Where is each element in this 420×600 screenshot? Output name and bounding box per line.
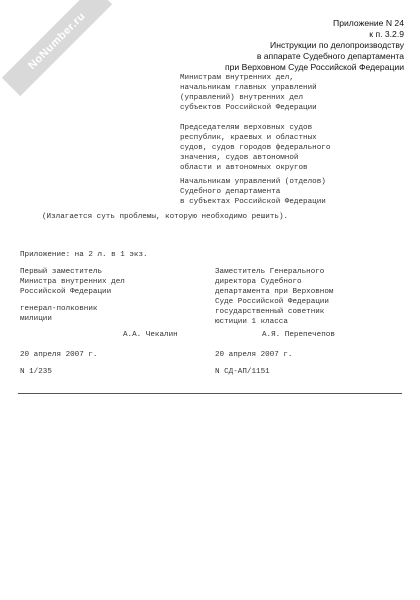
bottom-divider: [18, 393, 402, 394]
addressee-line: Судебного департамента: [180, 188, 281, 196]
right-position-line: департамента при Верховном: [215, 288, 334, 296]
header-line-1: Приложение N 24: [333, 18, 404, 28]
right-signatory-position: [215, 267, 333, 327]
left-signatory-rank: [20, 304, 97, 324]
watermark-text: NoNumber.ru: [26, 10, 88, 72]
addressee-line: Председателям верховных судов: [180, 124, 313, 132]
right-position-line: юстиции 1 класса: [215, 318, 288, 326]
right-position-line: государственный советник: [215, 308, 325, 316]
watermark-banner: [2, 0, 112, 96]
attachment-note: Приложение: на 2 л. в 1 экз.: [20, 251, 148, 259]
addressee-line: (управлений) внутренних дел: [180, 94, 304, 102]
body-text: (Излагается суть проблемы, которую необходимо решить).: [42, 213, 289, 221]
addressee-line: Министрам внутренних дел,: [180, 74, 294, 82]
right-position-line: Заместитель Генерального: [215, 268, 325, 276]
addressee-group-1: [180, 73, 317, 113]
right-signatory-number: N СД-АП/1151: [215, 368, 270, 376]
addressee-line: начальникам главных управлений: [180, 84, 317, 92]
addressee-line: в субъектах Российской Федерации: [180, 198, 326, 206]
left-position-line: Первый заместитель: [20, 268, 103, 276]
addressee-line: Начальникам управлений (отделов): [180, 178, 326, 186]
addressee-line: значения, судов автономной: [180, 154, 299, 162]
left-signatory-date: 20 апреля 2007 г.: [20, 351, 98, 359]
addressee-line: субъектов Российской Федерации: [180, 104, 317, 112]
right-position-line: директора Судебного: [215, 278, 302, 286]
addressee-line: судов, судов городов федерального: [180, 144, 331, 152]
addressee-line: республик, краевых и областных: [180, 134, 317, 142]
header-line-4: в аппарате Судебного департамента: [256, 51, 404, 61]
right-position-line: Суде Российской Федерации: [215, 298, 329, 306]
left-signatory-position: [20, 267, 125, 297]
addressee-line: области и автономных округов: [180, 164, 308, 172]
addressee-group-3: [180, 177, 326, 207]
right-signatory-name: А.Я. Перепечепов: [262, 331, 335, 339]
right-signatory-date: 20 апреля 2007 г.: [215, 351, 293, 359]
left-rank-line: милиции: [20, 315, 52, 323]
header-line-3: Инструкции по делопроизводству: [270, 40, 404, 50]
left-signatory-number: N 1/235: [20, 368, 52, 376]
left-signatory-name: А.А. Чекалин: [123, 331, 178, 339]
header-line-5: при Верховном Суде Российской Федерации: [224, 62, 404, 72]
left-rank-line: генерал-полковник: [20, 305, 98, 313]
document-header: [225, 18, 404, 73]
left-position-line: Министра внутренних дел: [20, 278, 125, 286]
addressee-group-2: [180, 123, 330, 173]
header-line-2: к п. 3.2.9: [369, 29, 404, 39]
left-position-line: Российской Федерации: [20, 288, 112, 296]
